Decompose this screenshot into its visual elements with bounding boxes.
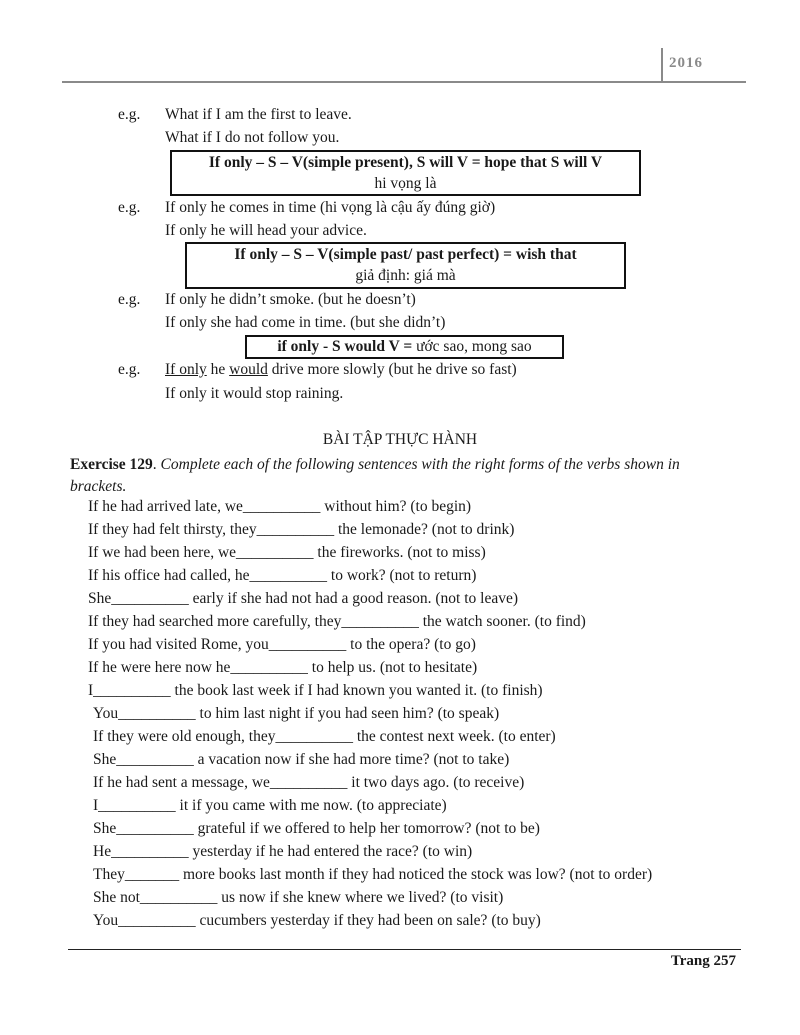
rule-meaning: giả định: giá mà xyxy=(355,267,456,284)
eg-label: e.g. xyxy=(118,199,141,216)
underlined-would: would xyxy=(229,361,268,378)
eg-label: e.g. xyxy=(118,291,141,308)
exercise-item: They_______ more books last month if they had noticed the stock was low? (not to order) xyxy=(93,866,653,883)
example-text: If only he didn’t smoke. (but he doesn’t) xyxy=(165,291,416,308)
exercise-item: If he had arrived late, we__________ without him? (to begin) xyxy=(88,498,472,515)
exercise-instruction: Complete each of the following sentences with the right forms of the verbs shown in brackets. xyxy=(70,456,680,495)
exercise-item: If he had sent a message, we__________ it two days ago. (to receive) xyxy=(93,774,525,791)
exercise-item: If they had felt thirsty, they__________ the lemonade? (not to drink) xyxy=(88,521,515,538)
exercise-heading xyxy=(70,454,720,498)
example-text: What if I do not follow you. xyxy=(165,129,340,146)
exercise-item: If he were here now he__________ to help us. (not to hesitate) xyxy=(88,659,478,676)
exercise-item: She__________ early if she had not had a good reason. (not to leave) xyxy=(88,590,519,607)
exercise-item: If they were old enough, they__________ the contest next week. (to enter) xyxy=(93,728,556,745)
practice-title: BÀI TẬP THỰC HÀNH xyxy=(322,431,478,448)
rule-title: if only - S would V = xyxy=(277,338,413,355)
exercise-item: You__________ to him last night if you had seen him? (to speak) xyxy=(93,705,500,722)
example-text xyxy=(165,360,517,380)
example-fragment: he xyxy=(206,361,230,378)
page-number: Trang 257 xyxy=(670,953,736,969)
exercise-item: She__________ grateful if we offered to help her tomorrow? (not to be) xyxy=(93,820,540,837)
eg-label: e.g. xyxy=(118,361,141,378)
example-text: If only he will head your advice. xyxy=(165,222,367,239)
rule-title: If only – S – V(simple present), S will V = hope that S will V xyxy=(208,154,603,171)
exercise-item: If we had been here, we__________ the fireworks. (not to miss) xyxy=(88,544,486,561)
header-divider xyxy=(661,48,663,81)
exercise-item: If you had visited Rome, you__________ to the opera? (to go) xyxy=(88,636,476,653)
exercise-item: She__________ a vacation now if she had more time? (not to take) xyxy=(93,751,510,768)
example-text: If only it would stop raining. xyxy=(165,385,344,402)
exercise-item: If they had searched more carefully, they__________ the watch sooner. (to find) xyxy=(88,613,586,630)
exercise-item: I__________ it if you came with me now. (to appreciate) xyxy=(93,797,447,814)
exercise-item: He__________ yesterday if he had entered the race? (to win) xyxy=(93,843,473,860)
header-rule xyxy=(62,81,746,83)
example-text: What if I am the first to leave. xyxy=(165,106,352,123)
exercise-label: Exercise 129 xyxy=(70,456,153,473)
example-text: If only she had come in time. (but she didn’t) xyxy=(165,314,446,331)
header-year: 2016 xyxy=(669,55,703,71)
exercise-item: You__________ cucumbers yesterday if they had been on sale? (to buy) xyxy=(93,912,541,929)
exercise-item: I__________ the book last week if I had known you wanted it. (to finish) xyxy=(88,682,543,699)
grammar-rule-box xyxy=(170,150,641,196)
exercise-separator: . xyxy=(152,456,161,473)
footer-rule xyxy=(68,949,741,950)
exercise-item: She not__________ us now if she knew where we lived? (to visit) xyxy=(93,889,504,906)
grammar-rule-box xyxy=(245,335,564,359)
rule-meaning: ước sao, mong sao xyxy=(412,338,532,355)
underlined-if-only: If only xyxy=(165,361,207,378)
rule-title: If only – S – V(simple past/ past perfect) = wish that xyxy=(234,246,577,263)
exercise-item: If his office had called, he__________ to work? (not to return) xyxy=(88,567,477,584)
rule-meaning: hi vọng là xyxy=(374,175,437,192)
example-fragment: drive more slowly (but he drive so fast) xyxy=(267,361,517,378)
grammar-rule-box xyxy=(185,242,626,289)
example-text: If only he comes in time (hi vọng là cậu ấy đúng giờ) xyxy=(165,199,496,216)
eg-label: e.g. xyxy=(118,106,141,123)
